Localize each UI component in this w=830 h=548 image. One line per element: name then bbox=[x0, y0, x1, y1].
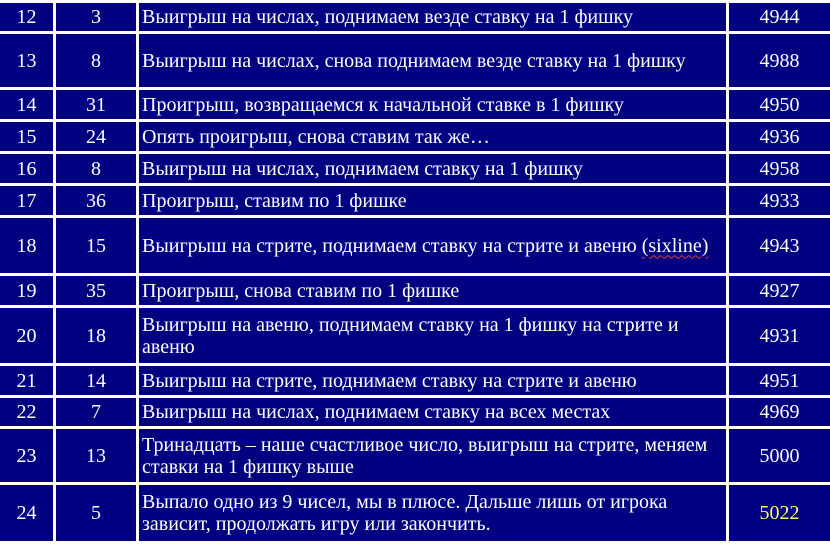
table-row bbox=[0, 276, 830, 305]
number-cell: 36 bbox=[56, 186, 136, 215]
step-cell: 19 bbox=[0, 276, 53, 305]
step-cell: 12 bbox=[0, 3, 53, 31]
total-cell: 4950 bbox=[729, 90, 830, 119]
step-cell: 22 bbox=[0, 398, 53, 426]
step-cell: 14 bbox=[0, 90, 53, 119]
table-row bbox=[0, 186, 830, 215]
number-cell: 13 bbox=[56, 429, 136, 482]
description-cell: Выигрыш на числах, поднимаем везде ставку на 1 фишку bbox=[139, 3, 726, 31]
description-cell: Выигрыш на стрите, поднимаем ставку на стрите и авеню bbox=[139, 366, 726, 395]
description-cell: Проигрыш, снова ставим по 1 фишке bbox=[139, 276, 726, 305]
step-cell: 13 bbox=[0, 34, 53, 87]
number-cell: 3 bbox=[56, 3, 136, 31]
total-cell: 4927 bbox=[729, 276, 830, 305]
number-cell: 7 bbox=[56, 398, 136, 426]
step-cell: 15 bbox=[0, 122, 53, 151]
number-cell: 8 bbox=[56, 34, 136, 87]
step-cell: 24 bbox=[0, 485, 53, 541]
table-row bbox=[0, 122, 830, 151]
total-cell: 4958 bbox=[729, 154, 830, 183]
table-row bbox=[0, 366, 830, 395]
number-cell: 15 bbox=[56, 218, 136, 273]
description-text: Выигрыш на стрите, поднимаем ставку на стрите и авеню bbox=[142, 234, 637, 257]
total-cell: 5000 bbox=[729, 429, 830, 482]
total-cell: 4936 bbox=[729, 122, 830, 151]
number-cell: 14 bbox=[56, 366, 136, 395]
number-cell: 5 bbox=[56, 485, 136, 541]
total-cell: 4988 bbox=[729, 34, 830, 87]
total-cell: 4933 bbox=[729, 186, 830, 215]
table-row bbox=[0, 485, 830, 541]
description-cell: Опять проигрыш, снова ставим так же… bbox=[139, 122, 726, 151]
step-cell: 16 bbox=[0, 154, 53, 183]
table-row bbox=[0, 90, 830, 119]
total-cell: 4931 bbox=[729, 308, 830, 363]
description-cell: Выпало одно из 9 чисел, мы в плюсе. Дальше лишь от игрока зависит, продолжать игру или закончить. bbox=[139, 485, 726, 541]
step-cell: 23 bbox=[0, 429, 53, 482]
number-cell: 18 bbox=[56, 308, 136, 363]
total-cell-highlighted: 5022 bbox=[729, 485, 830, 541]
description-cell bbox=[139, 218, 726, 273]
total-cell: 4969 bbox=[729, 398, 830, 426]
table-row bbox=[0, 154, 830, 183]
description-cell: Проигрыш, ставим по 1 фишке bbox=[139, 186, 726, 215]
total-cell: 4943 bbox=[729, 218, 830, 273]
description-cell: Выигрыш на числах, поднимаем ставку на всех местах bbox=[139, 398, 726, 426]
total-cell: 4951 bbox=[729, 366, 830, 395]
step-cell: 21 bbox=[0, 366, 53, 395]
table-row bbox=[0, 218, 830, 273]
step-cell: 17 bbox=[0, 186, 53, 215]
table-row bbox=[0, 429, 830, 482]
table-row bbox=[0, 308, 830, 363]
number-cell: 8 bbox=[56, 154, 136, 183]
number-cell: 35 bbox=[56, 276, 136, 305]
total-cell: 4944 bbox=[729, 3, 830, 31]
description-text-tail: (sixline) bbox=[641, 234, 709, 257]
description-cell: Тринадцать – наше счастливое число, выигрыш на стрите, меняем ставки на 1 фишку выше bbox=[139, 429, 726, 482]
description-cell: Проигрыш, возвращаемся к начальной ставке в 1 фишку bbox=[139, 90, 726, 119]
number-cell: 24 bbox=[56, 122, 136, 151]
number-cell: 31 bbox=[56, 90, 136, 119]
step-cell: 18 bbox=[0, 218, 53, 273]
description-cell: Выигрыш на числах, поднимаем ставку на 1 фишку bbox=[139, 154, 726, 183]
table-row bbox=[0, 3, 830, 31]
description-cell: Выигрыш на авеню, поднимаем ставку на 1 фишку на стрите и авеню bbox=[139, 308, 726, 363]
description-cell: Выигрыш на числах, снова поднимаем везде ставку на 1 фишку bbox=[139, 34, 726, 87]
step-cell: 20 bbox=[0, 308, 53, 363]
table-row bbox=[0, 398, 830, 426]
table-row bbox=[0, 34, 830, 87]
